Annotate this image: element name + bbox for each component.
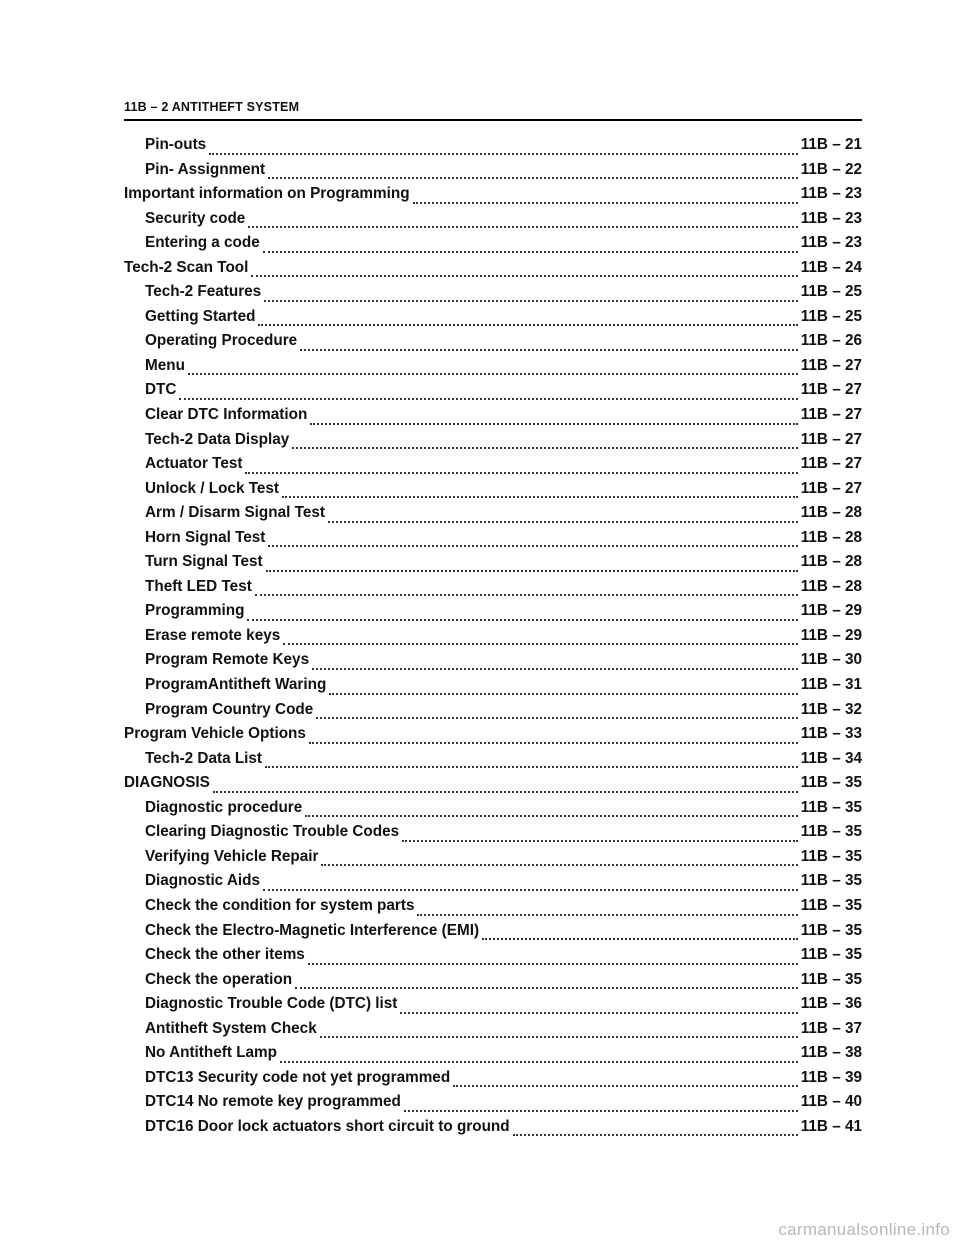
toc-entry-page: 11B – 35 (800, 921, 862, 939)
toc-leader-dots (308, 963, 798, 965)
toc-leader-dots (295, 987, 798, 989)
toc-entry-page: 11B – 27 (800, 430, 862, 448)
toc-entry[interactable] (124, 332, 862, 357)
toc-entry-title: Diagnostic Aids (145, 872, 261, 890)
toc-entry[interactable] (124, 995, 862, 1020)
toc-leader-dots (213, 791, 798, 793)
toc-entry-title: Programming (145, 602, 245, 620)
toc-entry-page: 11B – 27 (800, 381, 862, 399)
toc-leader-dots (292, 447, 798, 449)
toc-leader-dots (305, 815, 798, 817)
toc-entry[interactable] (124, 1118, 862, 1143)
toc-entry[interactable] (124, 553, 862, 578)
table-of-contents (124, 136, 862, 1142)
toc-entry-page: 11B – 34 (800, 749, 862, 767)
toc-entry-page: 11B – 35 (800, 823, 862, 841)
toc-entry-page: 11B – 36 (800, 995, 862, 1013)
toc-leader-dots (482, 938, 798, 940)
toc-entry-page: 11B – 39 (800, 1068, 862, 1086)
toc-entry[interactable] (124, 823, 862, 848)
toc-entry-page: 11B – 28 (800, 504, 862, 522)
toc-leader-dots (251, 275, 797, 277)
toc-entry-page: 11B – 40 (800, 1093, 862, 1111)
toc-entry[interactable] (124, 897, 862, 922)
toc-entry[interactable] (124, 627, 862, 652)
toc-entry[interactable] (124, 529, 862, 554)
toc-entry[interactable] (124, 1044, 862, 1069)
toc-entry[interactable] (124, 750, 862, 775)
toc-leader-dots (328, 521, 798, 523)
toc-leader-dots (329, 693, 797, 695)
toc-leader-dots (280, 1061, 798, 1063)
toc-entry-title: Pin-outs (145, 136, 207, 153)
toc-entry-page: 11B – 35 (800, 970, 862, 988)
toc-entry[interactable] (124, 602, 862, 627)
toc-leader-dots (320, 1036, 798, 1038)
toc-leader-dots (179, 398, 797, 400)
toc-leader-dots (264, 300, 798, 302)
toc-entry-title: Arm / Disarm Signal Test (145, 504, 325, 522)
toc-entry[interactable] (124, 701, 862, 726)
toc-entry-page: 11B – 30 (800, 651, 862, 669)
toc-entry-page: 11B – 25 (800, 307, 862, 325)
toc-leader-dots (266, 570, 798, 572)
toc-entry-title: DIAGNOSIS (124, 774, 210, 792)
toc-entry[interactable] (124, 259, 862, 284)
toc-entry-title: Tech-2 Data Display (145, 430, 290, 448)
toc-entry-title: Important information on Programming (124, 185, 410, 203)
toc-entry-title: Security code (145, 209, 246, 227)
toc-entry-page: 11B – 33 (800, 725, 862, 743)
toc-entry-title: Check the operation (145, 970, 293, 988)
toc-entry-page: 11B – 31 (800, 676, 862, 694)
toc-entry-title: DTC (145, 381, 177, 399)
toc-leader-dots (265, 766, 798, 768)
toc-entry-page: 11B – 28 (800, 553, 862, 571)
toc-entry[interactable] (124, 283, 862, 308)
toc-entry-title: Verifying Vehicle Repair (145, 847, 319, 865)
toc-leader-dots (309, 742, 798, 744)
toc-entry-page: 11B – 28 (800, 577, 862, 595)
toc-leader-dots (247, 619, 797, 621)
toc-entry[interactable] (124, 185, 862, 210)
toc-entry-page: 11B – 26 (800, 332, 862, 350)
toc-entry-page: 11B – 41 (800, 1117, 862, 1135)
toc-entry-page: 11B – 27 (800, 356, 862, 374)
toc-entry-page: 11B – 28 (800, 528, 862, 546)
toc-entry-page: 11B – 29 (800, 626, 862, 644)
toc-entry-page: 11B – 23 (800, 234, 862, 252)
toc-entry[interactable] (124, 161, 862, 186)
toc-entry-page: 11B – 35 (800, 946, 862, 964)
page-header: 11B – 2 ANTITHEFT SYSTEM (124, 100, 300, 114)
toc-entry-title: Turn Signal Test (145, 553, 263, 571)
toc-leader-dots (453, 1085, 798, 1087)
toc-entry[interactable] (124, 946, 862, 971)
toc-entry-title: Erase remote keys (145, 626, 281, 644)
toc-entry-title: Clearing Diagnostic Trouble Codes (145, 823, 400, 841)
toc-entry-page: 11B – 24 (800, 258, 862, 276)
toc-entry-title: DTC16 Door lock actuators short circuit to ground (145, 1117, 510, 1135)
watermark-text: carmanualsonline.info (778, 1220, 950, 1239)
toc-entry[interactable] (124, 455, 862, 480)
toc-entry[interactable] (124, 774, 862, 799)
toc-entry-title: Tech-2 Features (145, 283, 262, 301)
toc-leader-dots (263, 251, 798, 253)
toc-entry[interactable] (124, 1093, 862, 1118)
toc-leader-dots (258, 324, 797, 326)
toc-leader-dots (316, 717, 797, 719)
toc-entry-title: Diagnostic procedure (145, 798, 303, 816)
toc-entry[interactable] (124, 357, 862, 382)
toc-leader-dots (268, 177, 798, 179)
toc-leader-dots (245, 472, 797, 474)
toc-entry[interactable] (124, 381, 862, 406)
toc-entry-title: Antitheft System Check (145, 1019, 317, 1037)
toc-entry-title: Horn Signal Test (145, 528, 266, 546)
toc-entry-title: Program Country Code (145, 700, 314, 718)
toc-leader-dots (310, 423, 797, 425)
toc-entry-title: Tech-2 Scan Tool (124, 258, 249, 276)
toc-entry[interactable] (124, 725, 862, 750)
toc-entry-title: Actuator Test (145, 455, 243, 473)
toc-entry-title: DTC13 Security code not yet programmed (145, 1068, 451, 1086)
toc-entry-title: No Antitheft Lamp (145, 1044, 277, 1062)
toc-leader-dots (263, 889, 798, 891)
toc-leader-dots (283, 643, 798, 645)
toc-entry-title: Check the other items (145, 946, 305, 964)
toc-entry-page: 11B – 35 (800, 847, 862, 865)
toc-leader-dots (402, 840, 798, 842)
toc-entry-title: Entering a code (145, 234, 260, 252)
toc-entry[interactable] (124, 922, 862, 947)
toc-entry-title: Getting Started (145, 307, 256, 325)
toc-entry[interactable] (124, 234, 862, 259)
toc-entry[interactable] (124, 971, 862, 996)
toc-entry[interactable] (124, 406, 862, 431)
toc-leader-dots (282, 496, 798, 498)
toc-entry-page: 11B – 35 (800, 774, 862, 792)
toc-entry-title: Pin- Assignment (145, 160, 266, 178)
toc-entry[interactable] (124, 136, 862, 161)
toc-entry-title: Check the Electro-Magnetic Interference (EMI) (145, 921, 480, 939)
toc-entry-page: 11B – 32 (800, 700, 862, 718)
toc-entry-title: Theft LED Test (145, 577, 252, 595)
toc-entry-page: 11B – 22 (800, 160, 862, 178)
toc-entry[interactable] (124, 504, 862, 529)
toc-entry-page: 11B – 37 (800, 1019, 862, 1037)
toc-entry-page: 11B – 27 (800, 479, 862, 497)
toc-entry-page: 11B – 35 (800, 872, 862, 890)
toc-entry[interactable] (124, 676, 862, 701)
toc-entry[interactable] (124, 578, 862, 603)
toc-entry-title: Tech-2 Data List (145, 749, 263, 767)
toc-entry-page: 11B – 27 (800, 455, 862, 473)
toc-entry-page: 11B – 25 (800, 283, 862, 301)
toc-entry-page: 11B – 29 (800, 602, 862, 620)
toc-leader-dots (321, 864, 797, 866)
toc-entry[interactable] (124, 848, 862, 873)
toc-entry-title: Program Vehicle Options (124, 725, 306, 743)
toc-leader-dots (417, 914, 797, 916)
toc-entry[interactable] (124, 308, 862, 333)
toc-leader-dots (404, 1110, 798, 1112)
toc-entry-page: 11B – 35 (800, 798, 862, 816)
toc-entry-page: 11B – 35 (800, 896, 862, 914)
toc-entry-page: 11B – 21 (800, 136, 862, 153)
toc-entry-title: Program Remote Keys (145, 651, 310, 669)
toc-entry-title: Menu (145, 356, 185, 374)
toc-entry-title: Diagnostic Trouble Code (DTC) list (145, 995, 398, 1013)
toc-entry[interactable] (124, 431, 862, 456)
toc-entry-title: Operating Procedure (145, 332, 298, 350)
toc-leader-dots (268, 545, 797, 547)
toc-leader-dots (209, 153, 798, 155)
toc-leader-dots (312, 668, 798, 670)
toc-leader-dots (513, 1134, 798, 1136)
toc-entry[interactable] (124, 1069, 862, 1094)
toc-entry-title: Unlock / Lock Test (145, 479, 280, 497)
toc-leader-dots (300, 349, 798, 351)
toc-leader-dots (255, 594, 798, 596)
toc-leader-dots (400, 1012, 797, 1014)
toc-entry-page: 11B – 27 (800, 406, 862, 424)
toc-leader-dots (188, 373, 798, 375)
header-rule (124, 119, 862, 121)
toc-leader-dots (413, 202, 798, 204)
toc-entry[interactable] (124, 210, 862, 235)
toc-entry-page: 11B – 23 (800, 185, 862, 203)
toc-entry-title: Check the condition for system parts (145, 896, 415, 914)
toc-entry-page: 11B – 38 (800, 1044, 862, 1062)
toc-entry-title: Clear DTC Information (145, 406, 308, 424)
toc-entry[interactable] (124, 1020, 862, 1045)
toc-entry-title: ProgramAntitheft Waring (145, 676, 327, 694)
toc-entry-title: DTC14 No remote key programmed (145, 1093, 401, 1111)
toc-entry[interactable] (124, 872, 862, 897)
toc-leader-dots (248, 226, 797, 228)
toc-entry-page: 11B – 23 (800, 209, 862, 227)
toc-entry[interactable] (124, 480, 862, 505)
toc-entry[interactable] (124, 651, 862, 676)
toc-entry[interactable] (124, 799, 862, 824)
